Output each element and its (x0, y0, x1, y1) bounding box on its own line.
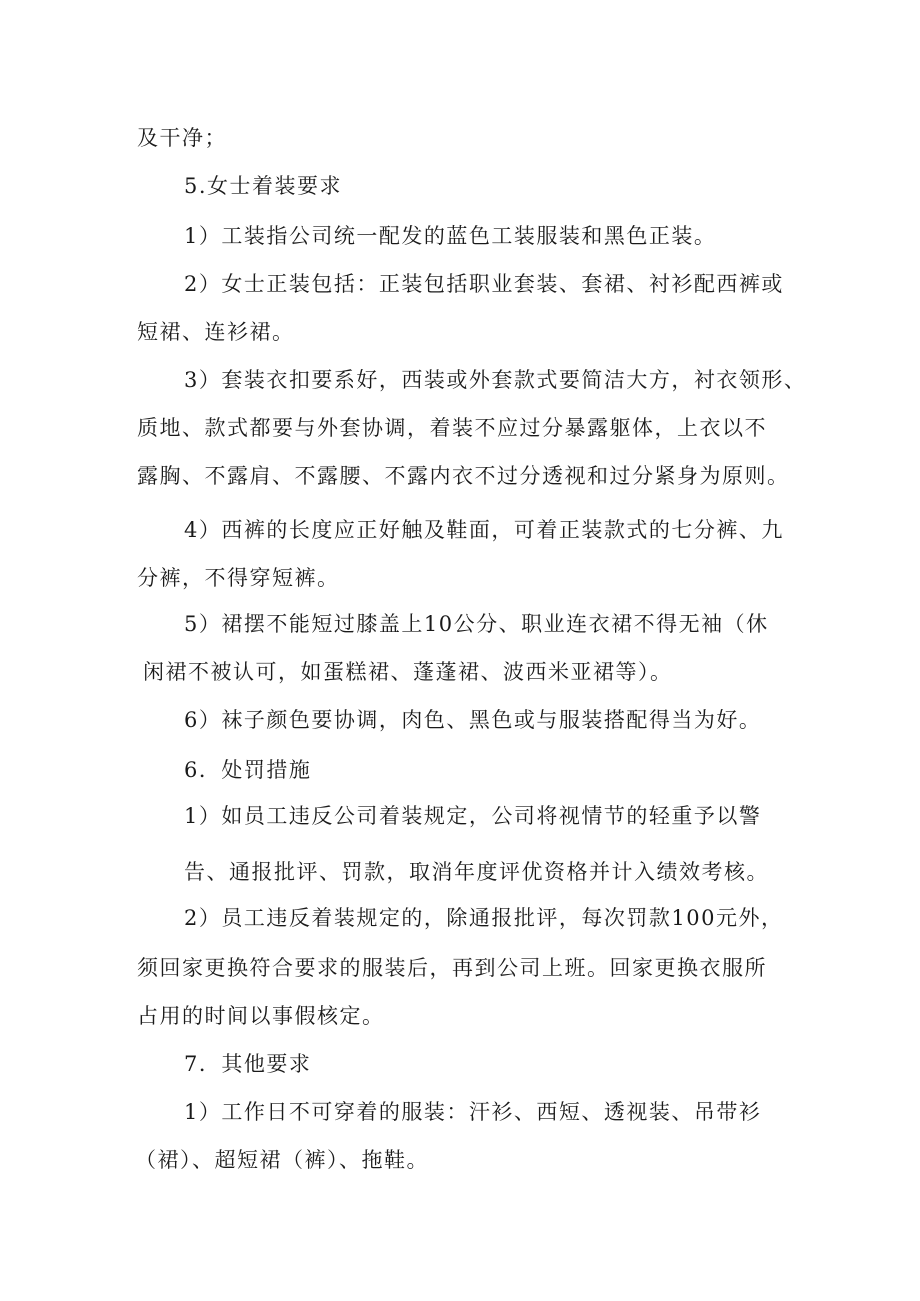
text-line: 露胸、不露肩、不露腰、不露内衣不过分透视和过分紧身为原则。 (137, 464, 790, 488)
text-line: （裙）、超短裙（裤）、拖鞋。 (135, 1148, 429, 1172)
text-line: 5）裙摆不能短过膝盖上10公分、职业连衣裙不得无袖（休 (184, 612, 769, 636)
section-heading: 7．其他要求 (184, 1052, 312, 1076)
text-line: 1）工装指公司统一配发的蓝色工装服装和黑色正装。 (184, 224, 717, 248)
section-heading: 5.女士着装要求 (184, 174, 343, 198)
text-line: 2）女士正装包括：正装包括职业套装、套裙、衬衫配西裤或 (184, 272, 784, 296)
text-line: 分裤，不得穿短裤。 (137, 566, 340, 590)
text-line: 短裙、连衫裙。 (137, 320, 295, 344)
text-line: 及干净； (137, 126, 227, 150)
section-heading: 6．处罚措施 (184, 758, 312, 782)
text-line: 4）西裤的长度应正好触及鞋面，可着正装款式的七分裤、九 (184, 518, 784, 542)
text-line: 6）袜子颜色要协调，肉色、黑色或与服装搭配得当为好。 (184, 708, 762, 732)
text-line: 3）套装衣扣要系好，西装或外套款式要简洁大方，衬衣领形、 (184, 368, 807, 392)
text-line: 须回家更换符合要求的服装后，再到公司上班。回家更换衣服所 (137, 956, 767, 980)
text-line: 1）如员工违反公司着装规定，公司将视情节的轻重予以警 (184, 804, 762, 828)
text-line: 闲裙不被认可，如蛋糕裙、蓬蓬裙、波西米亚裙等）。 (143, 660, 673, 684)
text-line: 占用的时间以事假核定。 (137, 1004, 385, 1028)
text-line: 告、通报批评、罚款，取消年度评优资格并计入绩效考核。 (184, 860, 769, 884)
text-line: 质地、款式都要与外套协调，着装不应过分暴露躯体，上衣以不 (137, 416, 767, 440)
text-line: 1）工作日不可穿着的服装：汗衫、西短、透视装、吊带衫 (184, 1100, 762, 1124)
text-line: 2）员工违反着装规定的，除通报批评，每次罚款100元外， (184, 906, 784, 930)
